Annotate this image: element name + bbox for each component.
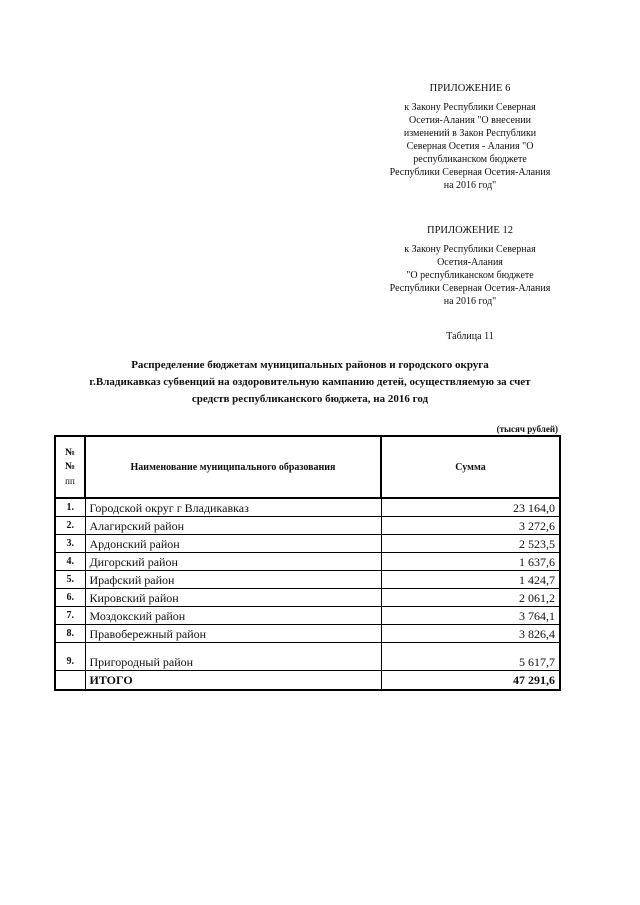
row-number: 3. — [55, 535, 85, 553]
appendix-6-line: республиканском бюджете — [413, 154, 527, 165]
row-name: Дигорский район — [85, 553, 381, 571]
title-line: средств республиканского бюджета, на 2016 год — [191, 393, 429, 405]
row-name: Ирафский район — [85, 571, 381, 589]
total-label: ИТОГО — [85, 671, 381, 691]
units-label: (тысяч рублей) — [496, 424, 558, 434]
subsidy-table — [54, 435, 561, 691]
row-number: 4. — [55, 553, 85, 571]
total-empty-cell — [55, 671, 85, 691]
row-sum: 3 826,4 — [381, 625, 560, 643]
title-line: Распределение бюджетам муниципальных районов и городского округа — [131, 359, 489, 371]
row-number: 2. — [55, 517, 85, 535]
header-number — [55, 436, 85, 498]
appendix-6-title: ПРИЛОЖЕНИЕ 6 — [429, 83, 511, 94]
appendix-12-line: Республики Северная Осетия-Алания — [389, 283, 551, 294]
row-name: Моздокский район — [85, 607, 381, 625]
row-name: Городской округ г Владикавказ — [85, 498, 381, 517]
row-sum: 3 272,6 — [381, 517, 560, 535]
row-name: Ардонский район — [85, 535, 381, 553]
row-sum: 23 164,0 — [381, 498, 560, 517]
appendix-6-line: Северная Осетия - Алания "О — [406, 141, 534, 152]
row-name: Правобережный район — [85, 625, 381, 643]
row-number: 1. — [55, 498, 85, 517]
row-sum: 3 764,1 — [381, 607, 560, 625]
appendix-6-description — [380, 101, 560, 192]
table-row — [55, 553, 560, 571]
header-number-sub: пп — [65, 476, 75, 486]
header-sum: Сумма — [381, 436, 560, 498]
row-sum: 1 424,7 — [381, 571, 560, 589]
header-number-label: №№ — [64, 447, 76, 472]
row-sum: 1 637,6 — [381, 553, 560, 571]
row-number: 7. — [55, 607, 85, 625]
table-label: Таблица 11 — [446, 331, 494, 342]
table-row — [55, 517, 560, 535]
appendix-12-block — [380, 224, 560, 308]
appendix-12-line: на 2016 год" — [443, 296, 497, 307]
row-sum: 5 617,7 — [381, 643, 560, 671]
table-row — [55, 535, 560, 553]
header-name: Наименование муниципального образования — [85, 436, 381, 498]
appendix-12-line: Осетия-Алания — [437, 257, 503, 268]
appendix-12-line: "О республиканском бюджете — [406, 270, 534, 281]
row-number: 6. — [55, 589, 85, 607]
row-sum: 2 523,5 — [381, 535, 560, 553]
appendix-12-line: к Закону Республики Северная — [404, 244, 536, 255]
table-row — [55, 498, 560, 517]
row-name: Пригородный район — [85, 643, 381, 671]
table-row — [55, 643, 560, 671]
appendix-6-block — [380, 82, 560, 192]
total-sum: 47 291,6 — [381, 671, 560, 691]
document-title — [70, 357, 550, 408]
appendix-12-title: ПРИЛОЖЕНИЕ 12 — [427, 225, 513, 236]
appendix-12-description — [380, 243, 560, 308]
row-name: Кировский район — [85, 589, 381, 607]
row-number: 8. — [55, 625, 85, 643]
table-row — [55, 625, 560, 643]
total-row — [55, 671, 560, 691]
table-header-row — [55, 436, 560, 498]
appendix-6-line: к Закону Республики Северная — [404, 102, 536, 113]
row-number: 9. — [55, 643, 85, 671]
table-row — [55, 589, 560, 607]
table-row — [55, 607, 560, 625]
appendix-6-line: Осетия-Алания "О внесении — [409, 115, 531, 126]
appendix-6-line: на 2016 год" — [443, 180, 497, 191]
title-line: г.Владикавказ субвенций на оздоровительную кампанию детей, осуществляемую за счет — [89, 376, 531, 388]
row-sum: 2 061,2 — [381, 589, 560, 607]
table-row — [55, 571, 560, 589]
row-name: Алагирский район — [85, 517, 381, 535]
row-number: 5. — [55, 571, 85, 589]
appendix-6-line: Республики Северная Осетия-Алания — [389, 167, 551, 178]
appendix-6-line: изменений в Закон Республики — [403, 128, 537, 139]
